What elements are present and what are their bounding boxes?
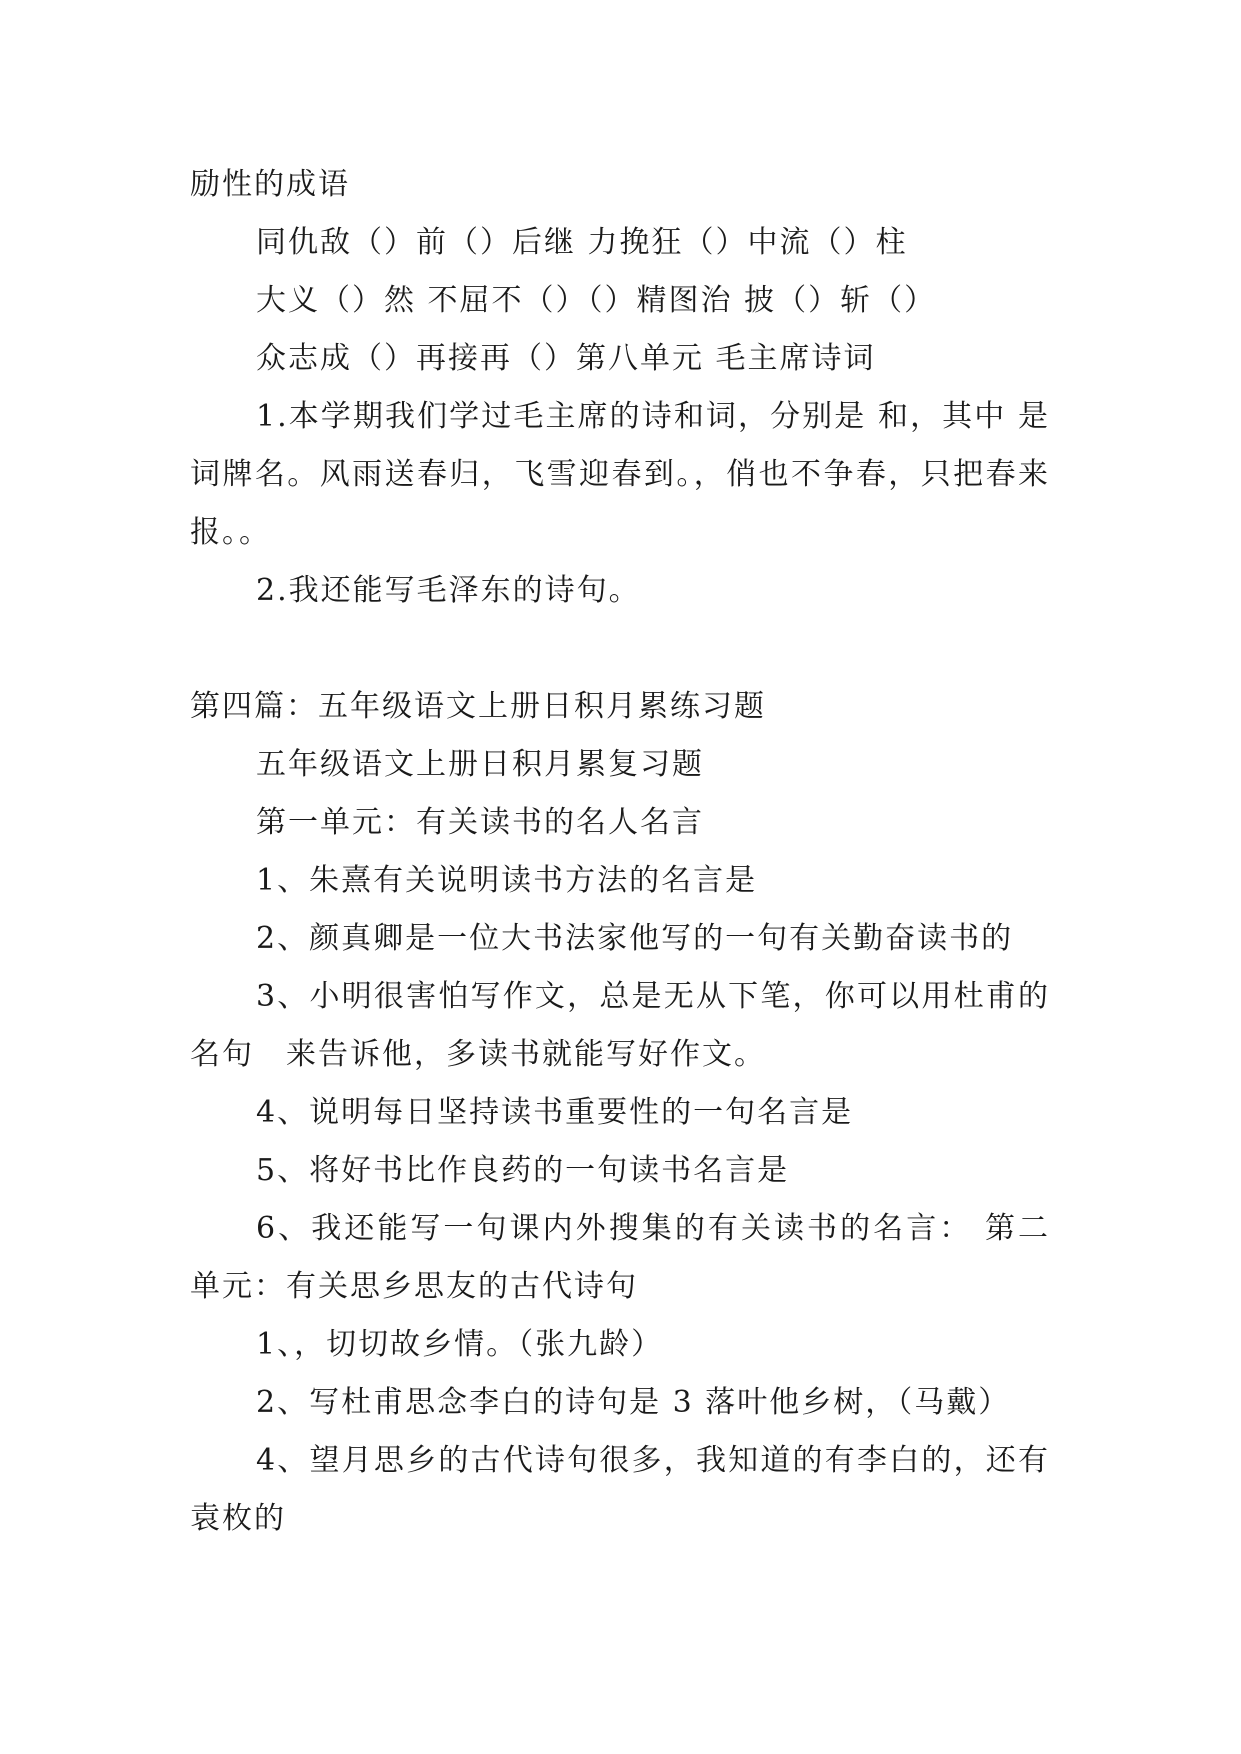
- unit-heading: 第一单元：有关读书的名人名言: [256, 805, 704, 840]
- question-4: 4、说明每日坚持读书重要性的一句名言是: [256, 1095, 854, 1130]
- paragraph-2: 同仇敌（）前（）后继 力挽狂（）中流（）柱: [256, 225, 908, 260]
- question-1: 1、朱熹有关说明读书方法的名言是: [256, 863, 758, 898]
- question-2: 2、颜真卿是一位大书法家他写的一句有关勤奋读书的: [256, 921, 1014, 956]
- document-body: [190, 156, 1050, 1548]
- paragraph-1: 励性的成语: [190, 167, 350, 202]
- paragraph-3: 大义（）然 不屈不（）（）精图治 披（）斩（）: [256, 283, 937, 318]
- unit2-question-2: 2、写杜甫思念李白的诗句是 3 落叶他乡树，（马戴）: [256, 1385, 1011, 1420]
- question-5: 5、将好书比作良药的一句读书名言是: [256, 1153, 790, 1188]
- unit2-question-4: 4、望月思乡的古代诗句很多，我知道的有李白的，还有袁枚的: [190, 1443, 1050, 1536]
- paragraph-6: 2.我还能写毛泽东的诗句。: [256, 573, 641, 608]
- section-heading: 第四篇：五年级语文上册日积月累练习题: [190, 689, 766, 724]
- paragraph-5: 1.本学期我们学过毛主席的诗和词，分别是 和，其中 是词牌名。风雨送春归，飞雪迎春到。，俏也不争春，只把春来报。。: [190, 399, 1050, 550]
- subtitle: 五年级语文上册日积月累复习题: [256, 747, 704, 782]
- question-6: 6、我还能写一句课内外搜集的有关读书的名言： 第二单元：有关思乡思友的古代诗句: [190, 1211, 1050, 1304]
- question-3: 3、小明很害怕写作文，总是无从下笔，你可以用杜甫的名句 来告诉他，多读书就能写好作文。: [190, 979, 1050, 1072]
- paragraph-4: 众志成（）再接再（）第八单元 毛主席诗词: [256, 341, 876, 376]
- unit2-question-1: 1、，切切故乡情。（张九龄）: [256, 1327, 664, 1362]
